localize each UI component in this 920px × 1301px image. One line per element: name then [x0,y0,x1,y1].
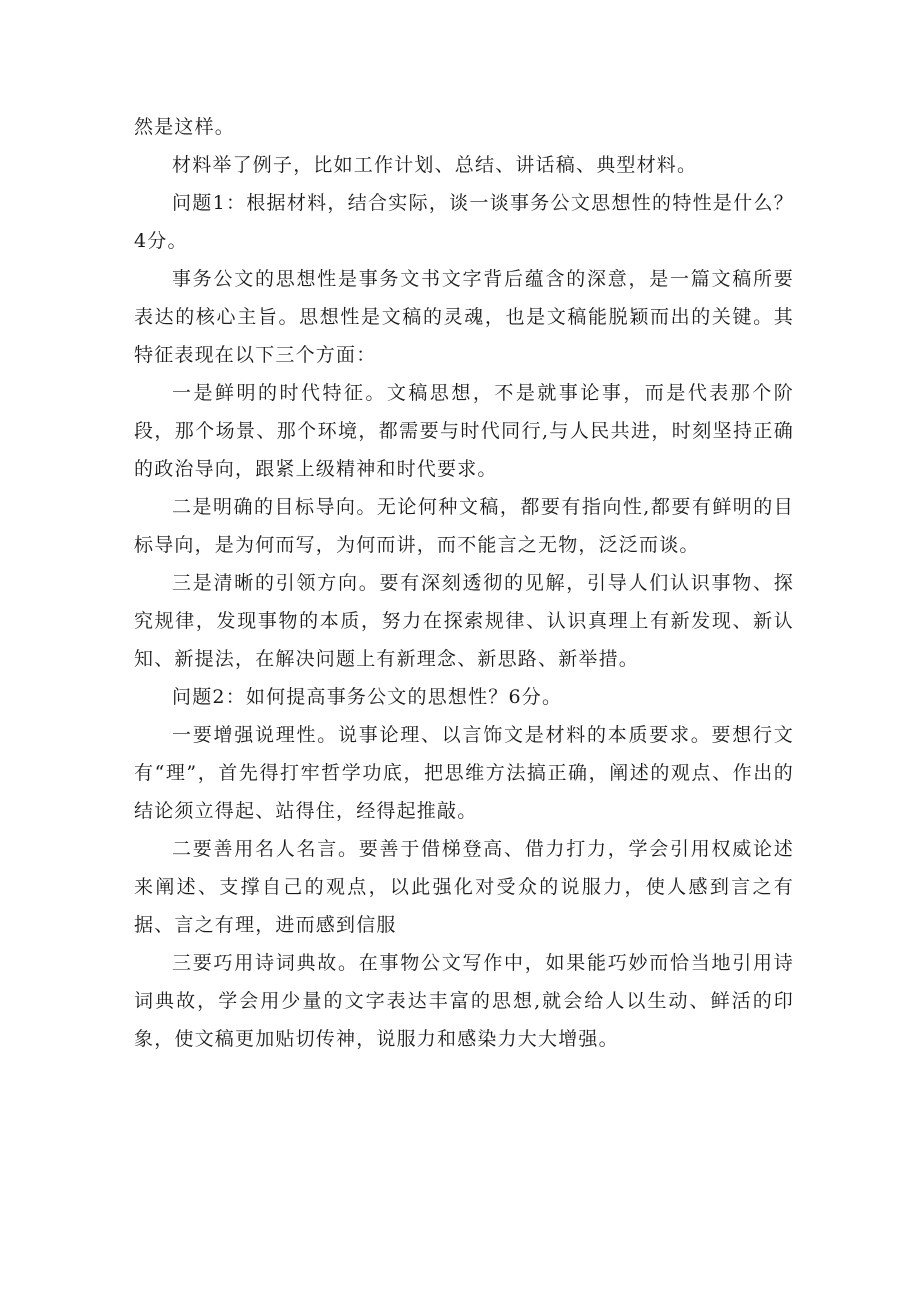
paragraph-question-1: 问题1：根据材料，结合实际，谈一谈事务公文思想性的特性是什么？4分。 [134,192,794,252]
paragraph-method-1: 一要增强说理性。说事论理、以言饰文是材料的本质要求。要想行文有“理”，首先得打牢哲学功底，把思维方法搞正确，阐述的观点、作出的结论须立得起、站得住，经得起推敲。 [134,724,794,822]
paragraph-feature-3: 三是清晰的引领方向。要有深刻透彻的见解，引导人们认识事物、探究规律，发现事物的本质，努力在探索规律、认识真理上有新发现、新认知、新提法，在解决问题上有新理念、新思路、新举措。 [134,572,794,670]
paragraph-definition: 事务公文的思想性是事务文书文字背后蕴含的深意，是一篇文稿所要表达的核心主旨。思想性是文稿的灵魂，也是文稿能脱颖而出的关键。其特征表现在以下三个方面： [134,268,794,366]
paragraph-method-2: 二要善用名人名言。要善于借梯登高、借力打力，学会引用权威论述来阐述、支撑自己的观点，以此强化对受众的说服力，使人感到言之有据、言之有理，进而感到信服 [134,838,794,936]
paragraph-question-2: 问题2：如何提高事务公文的思想性？6分。 [172,686,563,708]
paragraph-continuation: 然是这样。 [134,116,236,138]
paragraph-feature-1: 一是鲜明的时代特征。文稿思想，不是就事论事，而是代表那个阶段，那个场景、那个环境，都需要与时代同行,与人民共进，时刻坚持正确的政治导向，跟紧上级精神和时代要求。 [134,382,794,480]
paragraph-method-3: 三要巧用诗词典故。在事物公文写作中，如果能巧妙而恰当地引用诗词典故，学会用少量的文字表达丰富的思想,就会给人以生动、鲜活的印象，使文稿更加贴切传神，说服力和感染力大大增强。 [134,952,794,1050]
paragraph-feature-2: 二是明确的目标导向。无论何种文稿，都要有指向性,都要有鲜明的目标导向，是为何而写，为何而讲，而不能言之无物，泛泛而谈。 [134,496,794,556]
paragraph-examples: 材料举了例子，比如工作计划、总结、讲话稿、典型材料。 [172,154,698,176]
document-body [134,108,794,1058]
